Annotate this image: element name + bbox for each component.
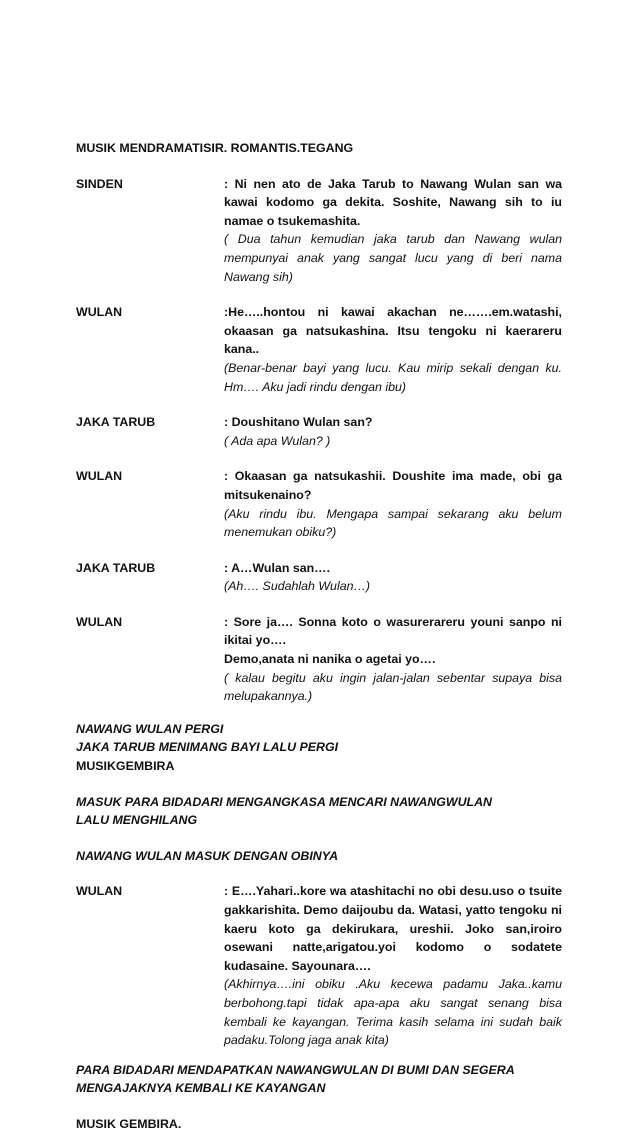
japanese-line: : Sore ja…. Sonna koto o wasurerareru youni sanpo ni ikitai yo…. [224, 614, 562, 648]
translation-line: (Akhirnya….ini obiku .Aku kecewa padamu Jaka..kamu berbohong.tapi tidak apa-apa aku sangat senang bisa kembali ke kayangan. Terima kasih selama ini sudah baik padaku.Tolong jaga anak kita) [224, 977, 562, 1048]
dialogue-text [224, 559, 562, 596]
translation-line: (Benar-benar bayi yang lucu. Kau mirip sekali dengan ku. Hm…. Aku jadi rindu dengan ibu) [224, 360, 562, 394]
speaker-name: SINDEN [76, 176, 123, 191]
dialogue-block [76, 175, 562, 287]
translation-line: ( Ada apa Wulan? ) [224, 433, 331, 448]
japanese-line: : Doushitano Wulan san? [224, 415, 373, 430]
translation-line: (Ah…. Sudahlah Wulan…) [224, 579, 371, 594]
stage-direction: MENGAJAKNYA KEMBALI KE KAYANGAN [76, 1081, 326, 1096]
translation-line: ( Dua tahun kemudian jaka tarub dan Nawang wulan mempunyai anak yang sangat lucu yang di beri nama Nawang sih) [224, 232, 562, 284]
translation-line: ( kalau begitu aku ingin jalan-jalan sebentar supaya bisa melupakannya.) [224, 670, 562, 704]
stage-direction: PARA BIDADARI MENDAPATKAN NAWANGWULAN DI BUMI DAN SEGERA [76, 1062, 515, 1077]
japanese-line: Demo,anata ni nanika o agetai yo…. [224, 652, 436, 667]
japanese-line: : Okaasan ga natsukashii. Doushite ima made, obi ga mitsukenaino? [224, 469, 562, 502]
dialogue-block [76, 303, 562, 396]
dialogue-text [224, 175, 562, 287]
translation-line: (Aku rindu ibu. Mengapa sampai sekarang aku belum menemukan obiku?) [224, 506, 562, 540]
dialogue-text [224, 882, 562, 1049]
speaker-name: WULAN [76, 305, 123, 320]
speaker-name: WULAN [76, 469, 123, 484]
speaker-name: JAKA TARUB [76, 560, 156, 575]
music-cue: MUSIKGEMBIRA [76, 759, 175, 774]
japanese-line: :He…..hontou ni kawai akachan ne…….em.watashi, okaasan ga natsukashina. Itsu tengoku ni kaerareru kana.. [224, 305, 562, 357]
dialogue-text [224, 613, 562, 706]
speaker-name: WULAN [76, 614, 123, 629]
dialogue-text [224, 467, 562, 541]
dialogue-block [76, 413, 562, 450]
stage-direction: NAWANG WULAN PERGI [76, 721, 224, 736]
stage-direction: MASUK PARA BIDADARI MENGANGKASA MENCARI NAWANGWULAN [76, 794, 492, 809]
japanese-line: : E….Yahari..kore wa atashitachi no obi desu.uso o tsuite gakkarishita. Demo daijoubu da. Watasi, yatto tengoku ni kaeru koto ga dekirukara, ureshii. Joko san,iroiro osewani natte,arigatou.yoi kodomo o sodatete kudasaine. Sayounara…. [224, 884, 562, 973]
music-cue: MUSIK MENDRAMATISIR. ROMANTIS.TEGANG [76, 141, 354, 155]
speaker-name: WULAN [76, 884, 123, 899]
japanese-line: : Ni nen ato de Jaka Tarub to Nawang Wulan san wa kawai kodomo ga dekita. Soshite, Nawang sih to iu namae o tsukemashita. [224, 176, 562, 228]
dialogue-block [76, 467, 562, 541]
japanese-line: : A…Wulan san…. [224, 560, 331, 575]
stage-direction: LALU MENGHILANG [76, 813, 198, 828]
stage-direction: NAWANG WULAN MASUK DENGAN OBINYA [76, 848, 339, 863]
dialogue-block [76, 613, 562, 706]
dialogue-block [76, 559, 562, 596]
dialogue-block [76, 882, 562, 1049]
stage-direction: JAKA TARUB MENIMANG BAYI LALU PERGI [76, 740, 339, 755]
script-page [76, 139, 562, 1134]
dialogue-text [224, 413, 562, 450]
speaker-name: JAKA TARUB [76, 415, 156, 430]
music-cue: MUSIK GEMBIRA. [76, 1116, 182, 1131]
dialogue-text [224, 303, 562, 396]
